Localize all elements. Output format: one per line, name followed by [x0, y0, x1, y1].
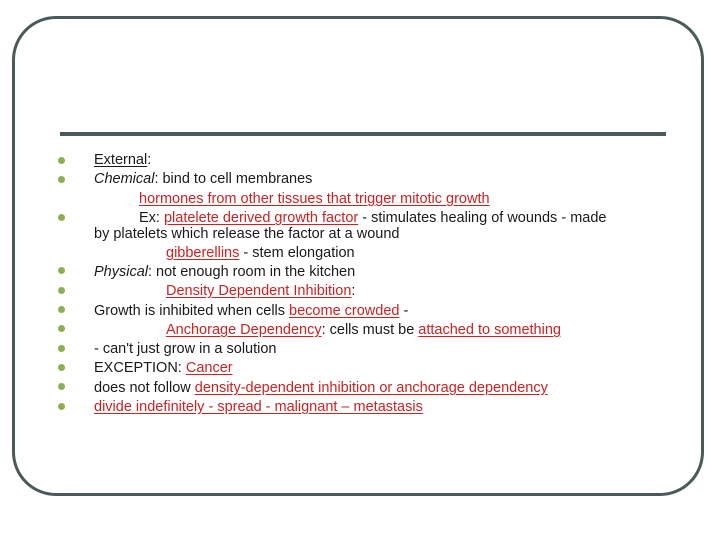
bullet-marker — [58, 383, 65, 390]
line-text: - can't just grow in a solution — [94, 341, 277, 357]
term-external: External — [94, 152, 148, 168]
term-chemical: Chemical — [94, 171, 155, 187]
bullet-marker — [58, 176, 65, 183]
line-exception — [94, 359, 233, 377]
line-density — [166, 282, 355, 300]
line-chemical — [94, 170, 312, 188]
bullet-marker — [58, 306, 65, 313]
bullet-marker — [58, 157, 65, 164]
line-gibberellins — [166, 244, 355, 262]
line-text: by platelets which release the factor at a wound — [94, 226, 400, 242]
line-text: : cells must be — [321, 322, 419, 338]
bullet-marker — [58, 325, 65, 332]
bullet-marker — [58, 403, 65, 410]
line-text: - stimulates healing of wounds - made — [358, 210, 607, 226]
link-divide-indefinitely[interactable]: divide indefinitely - spread - malignant – metastasis — [94, 399, 423, 415]
link-density-inhibition[interactable]: Density Dependent Inhibition — [166, 283, 352, 299]
link-platelet-factor[interactable]: platelete derived growth factor — [163, 210, 359, 226]
line-does-not-follow — [94, 379, 548, 397]
bullet-marker — [58, 287, 65, 294]
line-text: Ex: — [139, 210, 164, 226]
link-become-crowded[interactable]: become crowded — [289, 303, 400, 319]
line-solution — [94, 340, 277, 358]
link-attached[interactable]: attached to something — [418, 322, 561, 338]
term-physical: Physical — [94, 264, 148, 280]
line-text: does not follow — [94, 380, 195, 396]
line-text: - — [399, 303, 409, 319]
line-external — [94, 151, 151, 169]
link-density-anchorage[interactable]: density-dependent inhibition or anchorage dependency — [194, 380, 548, 396]
link-anchorage-dependency[interactable]: Anchorage Dependency — [166, 322, 322, 338]
line-text: : not enough room in the kitchen — [148, 264, 356, 280]
bullet-marker — [58, 214, 65, 221]
line-physical — [94, 263, 355, 281]
line-text: : — [147, 152, 152, 168]
bullet-marker — [58, 345, 65, 352]
line-text: : — [351, 283, 356, 299]
bullet-marker — [58, 267, 65, 274]
line-text: Growth is inhibited when cells — [94, 303, 290, 319]
line-divide — [94, 398, 423, 416]
line-hormones — [139, 190, 490, 208]
line-text: - stem elongation — [239, 245, 355, 261]
line-platelets — [94, 225, 399, 243]
link-cancer[interactable]: Cancer — [185, 360, 233, 376]
line-growth-inhibited — [94, 302, 408, 320]
bullet-marker — [58, 364, 65, 371]
link-hormones[interactable]: hormones from other tissues that trigger mitotic growth — [139, 191, 490, 207]
link-gibberellins[interactable]: gibberellins — [166, 245, 240, 261]
line-text: EXCEPTION: — [94, 360, 186, 376]
line-anchorage — [166, 321, 561, 339]
line-text: : bind to cell membranes — [154, 171, 313, 187]
